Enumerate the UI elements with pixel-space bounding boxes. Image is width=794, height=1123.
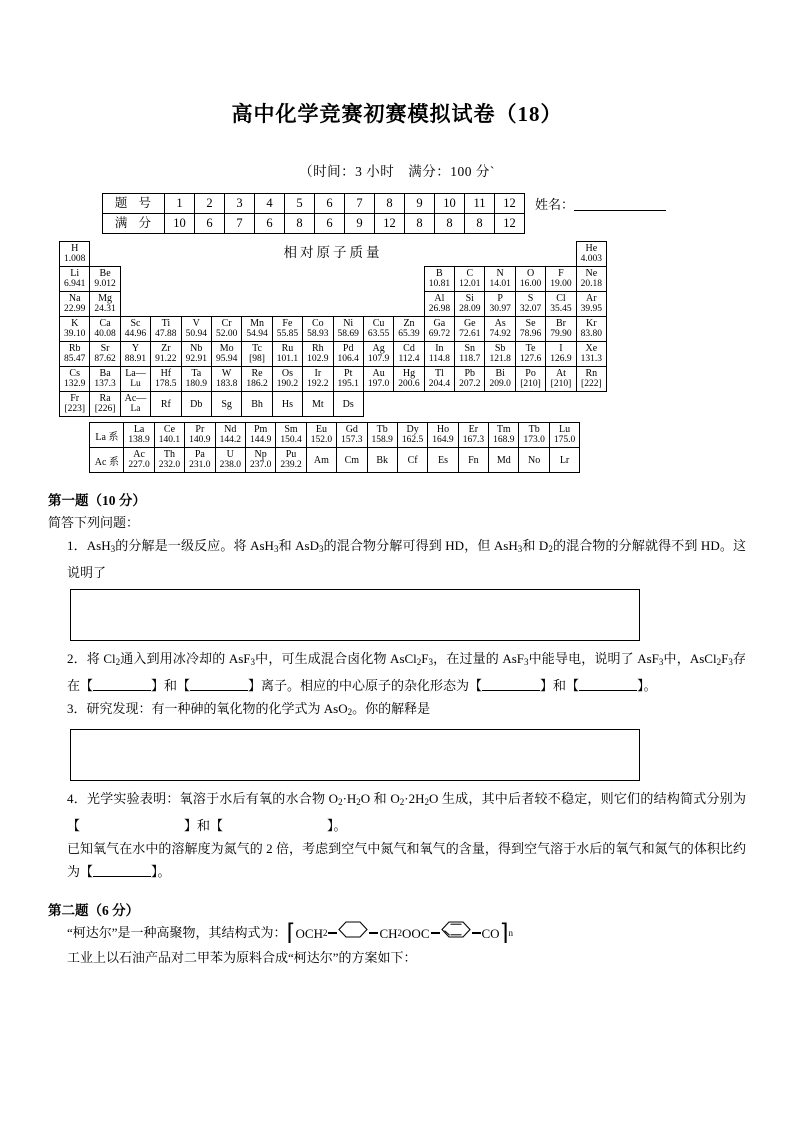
- element-cell: Lr: [549, 448, 579, 473]
- element-cell: K 39.10: [60, 317, 90, 342]
- table-cell: 4: [255, 194, 285, 214]
- blank-field[interactable]: [80, 819, 184, 831]
- element-cell: Ag 107.9: [363, 342, 393, 367]
- element-symbol: H: [71, 243, 79, 254]
- periodic-row-2: [60, 267, 607, 292]
- question-2-line-2: 工业上以石油产品对二甲苯为原料合成“柯达尔”的方案如下：: [67, 950, 417, 966]
- benzene-ring-icon: [441, 921, 471, 945]
- table-cell: 5: [285, 194, 315, 214]
- element-cell: Pt 195.1: [333, 367, 363, 392]
- element-mass: 1.008: [64, 254, 86, 264]
- element-cell: Ti 47.88: [151, 317, 181, 342]
- element-cell: Hf 178.5: [151, 367, 181, 392]
- element-cell: Bh: [242, 392, 272, 417]
- table-cell: 8: [375, 194, 405, 214]
- element-cell: [60, 242, 90, 267]
- table-cell: 9: [345, 214, 375, 234]
- name-field: [535, 193, 666, 213]
- periodic-row-3: [60, 292, 607, 317]
- element-cell: Er 167.3: [458, 423, 488, 448]
- element-cell: Sb 121.8: [485, 342, 515, 367]
- score-row-label: 题 号: [103, 194, 165, 214]
- element-cell: Cu 63.55: [363, 317, 393, 342]
- element-cell-lanthanide-ref: La— Lu: [120, 367, 150, 392]
- element-cell: Ir 192.2: [303, 367, 333, 392]
- blank-field[interactable]: [190, 679, 248, 691]
- element-cell: Pa 231.0: [185, 448, 215, 473]
- element-cell: Cf: [397, 448, 427, 473]
- element-cell: [576, 242, 606, 267]
- element-cell: Si 28.09: [455, 292, 485, 317]
- table-cell: 10: [435, 194, 465, 214]
- periodic-table: [59, 241, 607, 417]
- question-1-item-2: 2．将 $Cl_2$通入到用冰冷却的 AsF$_3$中，可生成混合卤化物 $AsCl_2F_3$，在过量的 AsF$_3$中能导电，说明了 AsF$_3$中，$AsCl_2F_3$存在【 】和【 】离子。相应的中心原子的杂化形态为【 】和【 】。: [67, 651, 746, 693]
- periodic-row-7: [60, 392, 607, 417]
- periodic-row-6: [60, 367, 607, 392]
- element-cell: Re 186.2: [242, 367, 272, 392]
- table-cell: 11: [465, 194, 495, 214]
- question-1-item-5: 已知氧气在水中的溶解度为氮气的 2 倍，考虑到空气中氮气和氧气的含量，得到空气溶于水后的氧气和氮气的体积比约为【 】。: [67, 841, 746, 879]
- table-cell: 8: [285, 214, 315, 234]
- element-cell: Ds: [333, 392, 363, 417]
- table-row: [103, 214, 525, 234]
- element-cell: Mg 24.31: [90, 292, 120, 317]
- table-cell: 2: [195, 194, 225, 214]
- element-cell: Mo 95.94: [211, 342, 241, 367]
- table-cell: 3: [225, 194, 255, 214]
- lanthanide-series-label: La 系: [90, 423, 124, 448]
- element-cell: Os 190.2: [272, 367, 302, 392]
- element-cell: Mt: [303, 392, 333, 417]
- element-cell: Gd 157.3: [337, 423, 367, 448]
- element-cell: Np 237.0: [245, 448, 275, 473]
- blank-field[interactable]: [223, 819, 327, 831]
- element-cell: Dy 162.5: [397, 423, 427, 448]
- element-cell: Rf: [151, 392, 181, 417]
- lanthanide-actinide-region: [48, 422, 746, 473]
- question-1-item-4: 4．光学实验表明：氧溶于水后有氧的水合物 $O_2\cdot H_2O$ 和 $O_2\cdot 2H_2O$ 生成，其中后者较不稳定，则它们的结构简式分别为【 】和【 】。: [67, 791, 747, 833]
- element-cell: Bi 209.0: [485, 367, 515, 392]
- blank-field[interactable]: [93, 679, 151, 691]
- element-cell: W 183.8: [211, 367, 241, 392]
- element-cell: I 126.9: [546, 342, 576, 367]
- element-cell: Sg: [211, 392, 241, 417]
- spacer-cell: [120, 292, 424, 317]
- bracket-close-icon: ⌉: [499, 920, 509, 946]
- element-cell: Ce 140.1: [154, 423, 184, 448]
- element-cell: Xe 131.3: [576, 342, 606, 367]
- periodic-table-region: [48, 241, 746, 417]
- blank-field[interactable]: [93, 865, 151, 877]
- element-cell: C 12.01: [455, 267, 485, 292]
- bond-line: [328, 932, 337, 933]
- table-cell: 9: [405, 194, 435, 214]
- element-cell: Hg 200.6: [394, 367, 424, 392]
- element-cell: Fe 55.85: [272, 317, 302, 342]
- periodic-row-1: [60, 242, 607, 267]
- element-cell: Md: [489, 448, 519, 473]
- element-cell: Co 58.93: [303, 317, 333, 342]
- score-table: [102, 193, 525, 234]
- element-cell: Ca 40.08: [90, 317, 120, 342]
- element-cell: Ta 180.9: [181, 367, 211, 392]
- element-cell: P 30.97: [485, 292, 515, 317]
- element-cell: Al 26.98: [424, 292, 454, 317]
- element-cell: No: [519, 448, 549, 473]
- table-cell: 6: [315, 214, 345, 234]
- element-cell: Th 232.0: [154, 448, 184, 473]
- table-cell: 7: [225, 214, 255, 234]
- element-cell: Ho 164.9: [428, 423, 458, 448]
- question-1-intro: 简答下列问题：: [48, 515, 140, 530]
- element-cell: Ra [226]: [90, 392, 120, 417]
- table-cell: 1: [165, 194, 195, 214]
- element-cell: B 10.81: [424, 267, 454, 292]
- question-2-heading: 第二题（6 分）: [48, 903, 140, 918]
- blank-field[interactable]: [579, 679, 637, 691]
- element-cell: In 114.8: [424, 342, 454, 367]
- element-cell-actinide-ref: Ac— La: [120, 392, 150, 417]
- element-cell: Pb 207.2: [455, 367, 485, 392]
- element-cell: Sc 44.96: [120, 317, 150, 342]
- element-cell: Be 9.012: [90, 267, 120, 292]
- table-cell: 8: [405, 214, 435, 234]
- element-cell: Rh 102.9: [303, 342, 333, 367]
- element-cell: Hs: [272, 392, 302, 417]
- spacer-cell: [363, 392, 606, 417]
- element-cell: Ar 39.95: [576, 292, 606, 317]
- element-cell: Pm 144.9: [245, 423, 275, 448]
- question-1-item-3: 3．研究发现：有一种砷的氧化物的化学式为 AsO$_2$。你的解释是: [67, 701, 431, 717]
- element-cell: Kr 83.80: [576, 317, 606, 342]
- element-symbol: He: [585, 243, 598, 254]
- element-cell: N 14.01: [485, 267, 515, 292]
- score-row-label: 满 分: [103, 214, 165, 234]
- element-cell: Sr 87.62: [90, 342, 120, 367]
- lanthanide-actinide-table: [89, 422, 580, 473]
- element-cell: Ac 227.0: [124, 448, 154, 473]
- table-cell: 10: [165, 214, 195, 234]
- table-cell: 12: [495, 214, 525, 234]
- element-cell: Po [210]: [515, 367, 545, 392]
- cyclohexane-ring-icon: [338, 921, 368, 945]
- table-cell: 12: [375, 214, 405, 234]
- element-cell: Rn [222]: [576, 367, 606, 392]
- lanthanide-row: [90, 423, 580, 448]
- exam-subtitle: （时间：3 小时 满分：100 分`: [299, 164, 495, 179]
- table-row: [103, 194, 525, 214]
- element-cell: Nd 144.2: [215, 423, 245, 448]
- element-mass: 4.003: [580, 254, 603, 264]
- element-cell: Ru 101.1: [272, 342, 302, 367]
- question-1-item-1: 1．AsH$_3$的分解是一级反应。将 AsH$_3$和 AsD$_3$的混合物分解可得到 HD，但 AsH$_3$和 $D_2$的混合物的分解就得不到 HD。这说明了: [67, 538, 746, 580]
- element-cell: Y 88.91: [120, 342, 150, 367]
- blank-field[interactable]: [482, 679, 540, 691]
- name-input-blank[interactable]: [574, 198, 666, 211]
- actinide-series-label: Ac 系: [90, 448, 124, 473]
- bond-line: [431, 932, 440, 933]
- table-cell: 6: [255, 214, 285, 234]
- element-cell: La 138.9: [124, 423, 154, 448]
- element-cell: Zr 91.22: [151, 342, 181, 367]
- element-cell: Pd 106.4: [333, 342, 363, 367]
- question-2-intro: “柯达尔”是一种高聚物，其结构式为： ⌈ OCH 2 CH 2 OOC CO ⌉ n: [67, 920, 514, 946]
- table-cell: 6: [315, 194, 345, 214]
- element-cell: Es: [428, 448, 458, 473]
- table-cell: 6: [195, 214, 225, 234]
- table-cell: 7: [345, 194, 375, 214]
- element-cell: Ne 20.18: [576, 267, 606, 292]
- element-cell: Am: [306, 448, 336, 473]
- periodic-row-4: [60, 317, 607, 342]
- element-cell: Fr [223]: [60, 392, 90, 417]
- element-cell: As 74.92: [485, 317, 515, 342]
- element-cell: Te 127.6: [515, 342, 545, 367]
- element-cell: Ni 58.69: [333, 317, 363, 342]
- element-cell: Cs 132.9: [60, 367, 90, 392]
- table-cell: 8: [465, 214, 495, 234]
- element-cell: Zn 65.39: [394, 317, 424, 342]
- page-title: 高中化学竞赛初赛模拟试卷（18）: [231, 102, 563, 126]
- element-cell: Pr 140.9: [185, 423, 215, 448]
- element-cell: Cl 35.45: [546, 292, 576, 317]
- element-cell: O 16.00: [515, 267, 545, 292]
- element-cell: Br 79.90: [546, 317, 576, 342]
- element-cell: U 238.0: [215, 448, 245, 473]
- element-cell: Tl 204.4: [424, 367, 454, 392]
- element-cell: Tb 158.9: [367, 423, 397, 448]
- element-cell: Mn 54.94: [242, 317, 272, 342]
- element-cell: Sn 118.7: [455, 342, 485, 367]
- element-cell: Au 197.0: [363, 367, 393, 392]
- element-cell: Tm 168.9: [489, 423, 519, 448]
- element-cell: At [210]: [546, 367, 576, 392]
- spacer-cell: [120, 267, 424, 292]
- element-cell: Ge 72.61: [455, 317, 485, 342]
- element-cell: F 19.00: [546, 267, 576, 292]
- question-1-heading: 第一题（10 分）: [48, 493, 146, 508]
- bond-line: [369, 932, 378, 933]
- table-cell: 8: [435, 214, 465, 234]
- name-field-label: 姓名：: [535, 197, 575, 212]
- element-cell: Eu 152.0: [306, 423, 336, 448]
- element-cell: Fn: [458, 448, 488, 473]
- element-cell: Sm 150.4: [276, 423, 306, 448]
- element-cell: Tb 173.0: [519, 423, 549, 448]
- periodic-table-title: 相对原子质量: [283, 244, 383, 260]
- actinide-row: [90, 448, 580, 473]
- element-cell: Cd 112.4: [394, 342, 424, 367]
- periodic-row-5: [60, 342, 607, 367]
- element-cell: Bk: [367, 448, 397, 473]
- element-cell: Rb 85.47: [60, 342, 90, 367]
- polymer-subscript: n: [508, 927, 514, 938]
- element-cell: Pu 239.2: [276, 448, 306, 473]
- bond-line: [472, 932, 481, 933]
- answer-box-1[interactable]: [70, 589, 640, 641]
- element-cell: Cr 52.00: [211, 317, 241, 342]
- element-cell: Ga 69.72: [424, 317, 454, 342]
- element-cell: Lu 175.0: [549, 423, 579, 448]
- element-cell: Cm: [337, 448, 367, 473]
- score-table-row: [48, 193, 746, 234]
- bracket-open-icon: ⌈: [286, 920, 296, 946]
- element-cell: Li 6.941: [60, 267, 90, 292]
- element-cell: Nb 92.91: [181, 342, 211, 367]
- element-cell: V 50.94: [181, 317, 211, 342]
- element-cell: Ba 137.3: [90, 367, 120, 392]
- element-cell: S 32.07: [515, 292, 545, 317]
- element-cell: Db: [181, 392, 211, 417]
- answer-box-2[interactable]: [70, 729, 640, 781]
- element-cell: Tc [98]: [242, 342, 272, 367]
- polymer-structure: ⌈ OCH 2 CH 2 OOC CO ⌉ n: [286, 920, 514, 946]
- element-cell: Se 78.96: [515, 317, 545, 342]
- table-cell: 12: [495, 194, 525, 214]
- element-cell: Na 22.99: [60, 292, 90, 317]
